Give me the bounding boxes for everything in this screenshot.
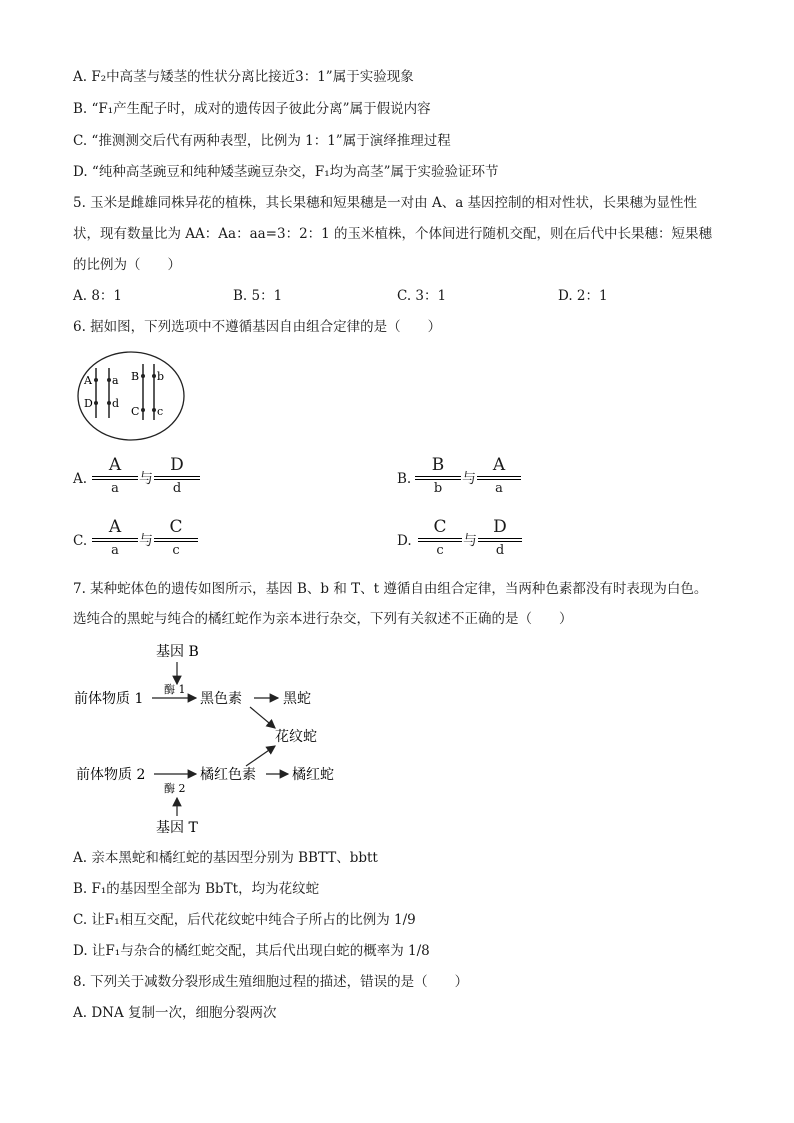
q7-stem-line1: 7. 某种蛇体色的遗传如图所示，基因 B、b 和 T、t 遵循自由组合定律，当两种色素都没有时表现为白色。 [73, 581, 708, 597]
orange-pigment-label: 橘红色素 [200, 767, 256, 783]
allele-label: C [131, 405, 140, 418]
q8-option-a: A. DNA 复制一次，细胞分裂两次 [73, 1005, 277, 1021]
allele-label: c [157, 405, 164, 418]
q4-option-c: C. “推测测交后代有两种表型，比例为 1：1”属于演绎推理过程 [73, 133, 451, 149]
precursor2-label: 前体物质 2 [76, 767, 146, 783]
allele-label: b [157, 370, 165, 383]
q6-option-b-letter: B. [397, 471, 412, 487]
q6-option-a-letter: A. [73, 471, 88, 487]
q5-stem-line2: 状，现有数量比为 AA：Aa：aa=3：2：1 的玉米植株，个体间进行随机交配，则在后代中长果穗：短果穗 [73, 226, 713, 242]
q6-option-b-fraction-1: B b [415, 455, 461, 497]
q7-option-c: C. 让F₁相互交配，后代花纹蛇中纯合子所占的比例为 1/9 [73, 912, 416, 928]
gene-b-label: 基因 B [156, 644, 199, 660]
q7-option-b: B. F₁的基因型全部为 BbTt，均为花纹蛇 [73, 881, 320, 897]
q5-option-a: A. 8：1 [73, 288, 123, 304]
q6-option-a-fraction-2: D d [154, 455, 200, 497]
allele-label: A [84, 374, 92, 387]
q6-cell-diagram [76, 350, 186, 442]
precursor1-label: 前体物质 1 [74, 691, 144, 707]
q7-pathway-diagram [70, 638, 360, 838]
q6-option-b-fraction-2: A a [477, 455, 521, 497]
orange-snake-label: 橘红蛇 [292, 767, 334, 783]
q4-option-d: D. “纯种高茎豌豆和纯种矮茎豌豆杂交，F₁均为高茎”属于实验验证环节 [73, 164, 499, 180]
q6-connector: 与 [139, 533, 153, 549]
q6-option-a-fraction-1: A a [92, 455, 138, 497]
melanin-label: 黑色素 [200, 691, 242, 707]
black-snake-label: 黑蛇 [283, 691, 311, 707]
q4-option-b: B. “F₁产生配子时，成对的遗传因子彼此分离”属于假说内容 [73, 101, 431, 117]
q6-option-c-letter: C. [73, 533, 88, 549]
q8-stem: 8. 下列关于减数分裂形成生殖细胞过程的描述，错误的是（ ） [73, 974, 469, 990]
q7-option-d: D. 让F₁与杂合的橘红蛇交配，其后代出现白蛇的概率为 1/8 [73, 943, 430, 959]
q7-stem-line2: 选纯合的黑蛇与纯合的橘红蛇作为亲本进行杂交，下列有关叙述不正确的是（ ） [73, 611, 573, 627]
q5-option-d: D. 2：1 [558, 288, 608, 304]
q5-option-c: C. 3：1 [397, 288, 447, 304]
q6-connector: 与 [463, 533, 477, 549]
allele-label: D [84, 397, 93, 410]
q6-option-c-fraction-2: C c [154, 517, 198, 559]
q6-stem: 6. 据如图，下列选项中不遵循基因自由组合定律的是（ ） [73, 319, 442, 335]
allele-label: B [131, 370, 140, 383]
q6-connector: 与 [462, 471, 476, 487]
q5-stem-line3: 的比例为（ ） [73, 257, 181, 273]
q6-option-d-fraction-1: C c [418, 517, 462, 559]
gene-t-label: 基因 T [156, 820, 198, 836]
q4-option-a: A. F₂中高茎与矮茎的性状分离比接近3：1”属于实验现象 [73, 69, 414, 85]
pattern-snake-label: 花纹蛇 [275, 729, 317, 745]
enzyme2-label: 酶 2 [164, 782, 186, 795]
allele-label: d [112, 397, 120, 410]
q6-option-d-letter: D. [397, 533, 412, 549]
q7-option-a: A. 亲本黑蛇和橘红蛇的基因型分别为 BBTT、bbtt [73, 850, 378, 866]
q6-option-d-fraction-2: D d [478, 517, 522, 559]
q5-option-b: B. 5：1 [233, 288, 283, 304]
q6-connector: 与 [139, 471, 153, 487]
allele-label: a [112, 374, 119, 387]
q5-stem-line1: 5. 玉米是雌雄同株异花的植株，其长果穗和短果穗是一对由 A、a 基因控制的相对性状，长果穗为显性性 [73, 195, 698, 211]
enzyme1-label: 酶 1 [164, 683, 186, 696]
q6-option-c-fraction-1: A a [92, 517, 138, 559]
